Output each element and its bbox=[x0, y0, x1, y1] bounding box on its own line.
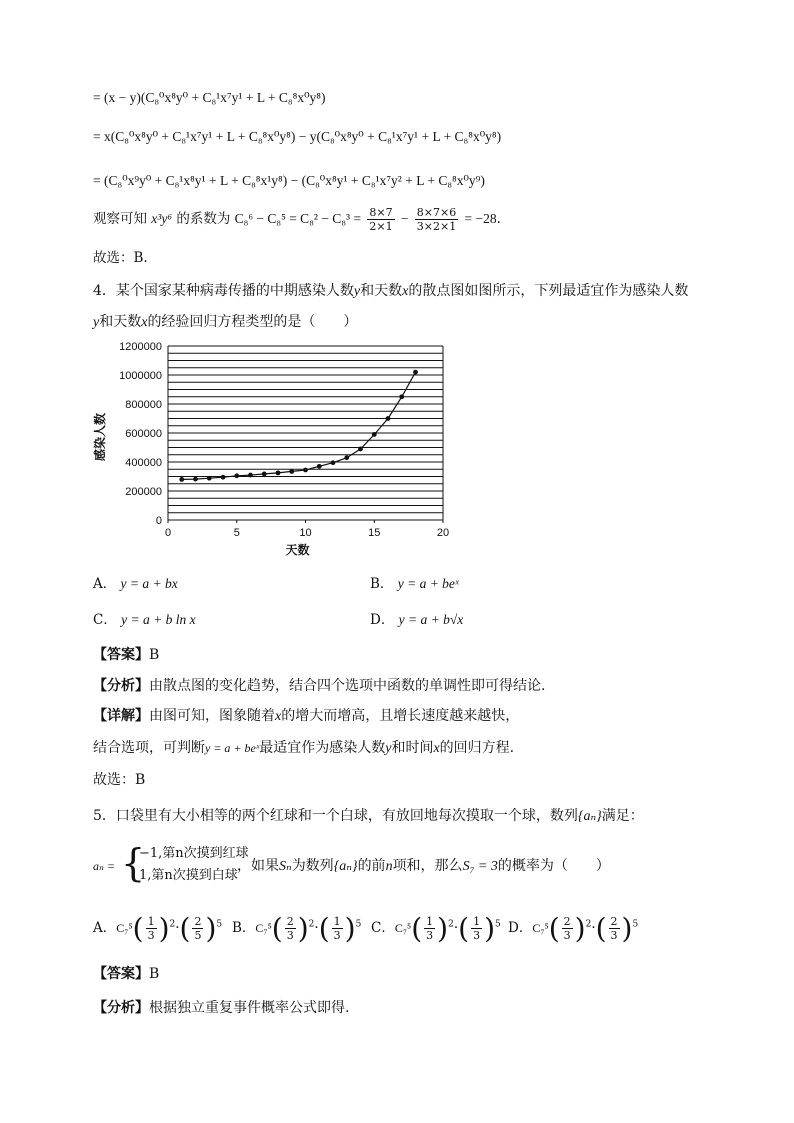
dot: · bbox=[314, 920, 319, 936]
q4-option-a bbox=[93, 572, 178, 592]
data-point bbox=[262, 471, 267, 476]
fraction-1-denominator: 2×1 bbox=[369, 220, 393, 234]
q4-detail-var-x: x bbox=[275, 709, 282, 724]
q5-case-2: 1,第n次摸到白球 bbox=[139, 868, 238, 883]
q5-answer-tag: 【答案】 bbox=[93, 966, 149, 982]
derivation-line-2: = x(C₈⁰x⁸y⁰ + C₈¹x⁷y¹ + L + C₈⁸x⁰y⁸) − y(C₈⁰x⁸y⁰ + C₈¹x⁷y¹ + L + C₈⁸x⁰y⁸) bbox=[93, 129, 502, 144]
q4-var-y: y bbox=[353, 284, 361, 299]
q4-var-x-2: x bbox=[141, 315, 148, 330]
left-paren: ( bbox=[548, 912, 560, 945]
q5-answer-value: B bbox=[149, 966, 160, 982]
q5-option-frac-1 bbox=[424, 915, 435, 942]
q5-option-comb: C₇⁵ bbox=[532, 921, 549, 935]
q5-analysis-tag: 【分析】 bbox=[93, 1000, 149, 1016]
q4-stem-line-2 bbox=[93, 314, 357, 332]
denominator: 3 bbox=[473, 929, 481, 942]
q5-sequence: {aₙ} bbox=[577, 809, 602, 824]
q4-option-c bbox=[93, 608, 196, 628]
denominator: 3 bbox=[286, 929, 294, 942]
q5-option-d bbox=[508, 912, 638, 945]
q4-stem-text-4: 和天数 bbox=[99, 314, 142, 330]
q5-cond-text-2: 为数列 bbox=[291, 858, 334, 874]
data-point bbox=[289, 469, 294, 474]
left-paren: ( bbox=[318, 912, 330, 945]
exponent-1: 2 bbox=[308, 919, 315, 930]
q5-brace: { bbox=[121, 841, 146, 885]
q5-condition bbox=[237, 858, 610, 876]
q5-cond-text-1: ，如果 bbox=[237, 858, 279, 874]
left-paren: ( bbox=[595, 912, 607, 945]
q4-stem-text-1: 4．某个国家某种病毒传播的中期感染人数 bbox=[93, 283, 354, 299]
q4-analysis-tag: 【分析】 bbox=[93, 678, 149, 694]
q5-option-label: B． bbox=[232, 920, 256, 936]
q5-answer bbox=[93, 966, 159, 983]
q4-analysis-text: 由散点图的变化趋势，结合四个选项中函数的单调性即可得结论. bbox=[149, 678, 546, 694]
right-paren: ) bbox=[437, 912, 449, 945]
minus-sign: − bbox=[400, 211, 409, 227]
data-point bbox=[179, 477, 184, 482]
q5-option-label: C． bbox=[371, 920, 395, 936]
coef-result: = −28 bbox=[464, 211, 497, 227]
data-point bbox=[193, 477, 198, 482]
exponent-2: 5 bbox=[216, 919, 223, 930]
coef-expr: C₈⁶ − C₈⁵ = C₈² − C₈³ = bbox=[234, 211, 362, 227]
q4-stem-line-1 bbox=[93, 283, 688, 301]
data-point bbox=[413, 370, 418, 375]
data-point bbox=[344, 455, 349, 460]
q4-detail-line-1 bbox=[93, 708, 519, 726]
y-tick-label: 400000 bbox=[125, 457, 162, 469]
q5-option-label: A． bbox=[93, 920, 117, 936]
numerator: 2 bbox=[286, 915, 294, 928]
q4-answer bbox=[93, 647, 159, 664]
q4-option-a-expr: y = a + bx bbox=[120, 576, 178, 591]
q5-cond-text-4: 项和，那么 bbox=[392, 858, 463, 874]
right-paren: ) bbox=[297, 912, 309, 945]
y-tick-label: 600000 bbox=[125, 428, 162, 440]
y-tick-label: 800000 bbox=[125, 399, 162, 411]
fraction-2-numerator: 8×7×6 bbox=[416, 206, 457, 219]
coef-mid: 的系数为 bbox=[176, 211, 231, 228]
right-paren: ) bbox=[484, 912, 495, 945]
exponent-1: 2 bbox=[169, 919, 176, 930]
q4-option-b bbox=[370, 572, 459, 592]
q4-detail-text-1: 由图可知，图象随着 bbox=[149, 708, 275, 724]
scatter-chart bbox=[88, 336, 458, 566]
q4-stem-text-3: 的散点图如图所示，下列最适宜作为感染人数 bbox=[408, 283, 689, 299]
data-point bbox=[386, 416, 391, 421]
q4-option-b-label: B． bbox=[370, 576, 394, 592]
data-point bbox=[276, 470, 281, 475]
q5-stem-line-1 bbox=[93, 808, 644, 826]
q5-option-comb: C₇⁵ bbox=[255, 921, 272, 935]
dot: · bbox=[453, 920, 459, 936]
derivation-line-4 bbox=[93, 206, 501, 233]
x-axis-label: 天数 bbox=[285, 543, 310, 557]
denominator: 5 bbox=[194, 929, 202, 942]
dot: · bbox=[591, 920, 596, 936]
q5-analysis bbox=[93, 1000, 349, 1017]
coef-term: x³y⁶ bbox=[151, 211, 173, 227]
fraction-2-denominator: 3×2×1 bbox=[416, 220, 457, 234]
data-point bbox=[399, 394, 404, 399]
q4-detail-expr: y = a + beˣ bbox=[205, 741, 260, 755]
x-tick-label: 20 bbox=[436, 527, 450, 539]
numerator: 1 bbox=[473, 915, 481, 928]
q5-sequence-2: {aₙ} bbox=[333, 859, 358, 874]
q4-option-a-label: A． bbox=[93, 576, 117, 592]
right-paren: ) bbox=[344, 912, 356, 945]
numerator: 1 bbox=[426, 915, 434, 928]
q4-option-d-expr: y = a + b√x bbox=[398, 612, 464, 627]
q3-select: 故选：B. bbox=[93, 250, 148, 266]
data-point bbox=[358, 447, 363, 452]
q5-option-comb: C₇⁵ bbox=[394, 921, 412, 935]
right-paren: ) bbox=[158, 912, 170, 945]
q5-S7: S₇ = 3 bbox=[462, 859, 498, 874]
q5-Sn: Sₙ bbox=[279, 859, 292, 874]
q4-stem-text-2: 和天数 bbox=[360, 283, 403, 299]
q5-option-frac-1 bbox=[146, 915, 157, 942]
y-axis-label: 感染人数 bbox=[93, 412, 107, 462]
data-point bbox=[207, 476, 212, 481]
numerator: 1 bbox=[333, 915, 341, 928]
q5-option-comb: C₇⁵ bbox=[116, 921, 133, 935]
numerator: 1 bbox=[147, 915, 155, 928]
fraction-1-numerator: 8×7 bbox=[369, 206, 393, 219]
denominator: 3 bbox=[610, 929, 618, 942]
q4-detail-var-x-2: x bbox=[433, 741, 440, 756]
dot: · bbox=[175, 920, 180, 936]
x-tick-label: 10 bbox=[299, 527, 312, 539]
left-paren: ( bbox=[132, 912, 144, 945]
q5-cond-text-3: 的前 bbox=[357, 858, 386, 874]
q5-analysis-text: 根据独立重复事件概率公式即得. bbox=[149, 1000, 350, 1016]
left-paren: ( bbox=[458, 912, 470, 945]
q5-option-frac-2 bbox=[192, 915, 203, 942]
q4-option-b-expr: y = a + beˣ bbox=[397, 576, 459, 591]
q4-var-x: x bbox=[402, 284, 409, 299]
data-point bbox=[221, 475, 226, 480]
x-tick-label: 5 bbox=[233, 527, 240, 539]
q4-answer-value: B bbox=[149, 647, 160, 663]
y-tick-label: 1200000 bbox=[119, 341, 162, 353]
x-tick-label: 0 bbox=[164, 527, 172, 539]
left-paren: ( bbox=[179, 912, 191, 945]
right-paren: ) bbox=[574, 912, 586, 945]
y-tick-label: 1000000 bbox=[119, 370, 162, 382]
exponent-1: 2 bbox=[448, 919, 454, 930]
derivation-line-3: = (C₈⁰x⁹y⁰ + C₈¹x⁸y¹ + L + C₈⁸x¹y⁸) − (C₈⁰x⁸y¹ + C₈¹x⁷y² + L + C₈⁸x⁰y⁹) bbox=[93, 173, 485, 188]
q4-detail-text-2: 的增大而增高，且增长速度越来越快， bbox=[281, 708, 520, 724]
q5-option-frac-2 bbox=[471, 915, 482, 942]
q4-stem-text-5: 的经验回归方程类型的是（ ） bbox=[147, 314, 358, 330]
numerator: 2 bbox=[194, 915, 202, 928]
q5-option-label: D． bbox=[508, 920, 533, 936]
denominator: 3 bbox=[563, 929, 571, 942]
exponent-2: 5 bbox=[495, 919, 501, 930]
coef-end: . bbox=[496, 211, 501, 228]
q5-option-frac-1 bbox=[285, 915, 296, 942]
derivation-line-1: = (x − y)(C₈⁰x⁸y⁰ + C₈¹x⁷y¹ + L + C₈⁸x⁰y⁸) bbox=[93, 90, 326, 105]
left-paren: ( bbox=[271, 912, 283, 945]
x-tick-label: 15 bbox=[368, 527, 381, 539]
data-point bbox=[317, 464, 322, 469]
q4-detail-text-4: 最适宜作为感染人数 bbox=[259, 740, 386, 756]
exponent-2: 5 bbox=[355, 919, 362, 930]
q4-var-y-2: y bbox=[93, 315, 100, 330]
data-point bbox=[248, 473, 253, 478]
right-paren: ) bbox=[205, 912, 217, 945]
q4-option-c-expr: y = a + b ln x bbox=[121, 612, 196, 627]
q4-detail-line-2 bbox=[93, 740, 514, 758]
data-point bbox=[331, 460, 336, 465]
y-tick-label: 0 bbox=[155, 515, 162, 527]
q5-option-a bbox=[93, 912, 222, 945]
left-paren: ( bbox=[411, 912, 423, 945]
data-point bbox=[303, 468, 308, 473]
q5-option-frac-2 bbox=[609, 915, 620, 942]
fraction-2 bbox=[415, 206, 458, 233]
q5-cond-text-5: 的概率为（ ） bbox=[497, 858, 610, 874]
coef-prefix: 观察可知 bbox=[93, 211, 147, 228]
q4-option-d bbox=[370, 608, 463, 628]
y-tick-label: 200000 bbox=[125, 486, 162, 498]
data-point bbox=[372, 432, 377, 437]
q5-stem-text-2: 满足： bbox=[601, 808, 644, 824]
q4-answer-tag: 【答案】 bbox=[93, 647, 149, 663]
q5-option-frac-1 bbox=[562, 915, 573, 942]
q4-detail-var-y: y bbox=[385, 741, 392, 756]
q5-option-frac-2 bbox=[332, 915, 343, 942]
q5-an: aₙ = bbox=[93, 859, 115, 873]
denominator: 3 bbox=[426, 929, 434, 942]
numerator: 2 bbox=[610, 915, 618, 928]
denominator: 3 bbox=[147, 929, 155, 942]
q5-option-b bbox=[232, 912, 361, 945]
q4-detail-text-3: 结合选项，可判断 bbox=[93, 740, 205, 756]
exponent-1: 2 bbox=[585, 919, 592, 930]
fraction-1 bbox=[367, 206, 394, 233]
q4-detail-text-6: 的回归方程. bbox=[439, 740, 515, 756]
data-point bbox=[234, 473, 239, 478]
q5-n: n bbox=[385, 859, 393, 874]
exponent-2: 5 bbox=[632, 919, 639, 930]
q4-select: 故选：B bbox=[93, 772, 146, 788]
right-paren: ) bbox=[621, 912, 633, 945]
q4-option-c-label: C． bbox=[93, 612, 117, 628]
q5-stem-text-1: 5．口袋里有大小相等的两个红球和一个白球，有放回地每次摸取一个球，数列 bbox=[93, 808, 578, 824]
q4-detail-tag: 【详解】 bbox=[93, 708, 149, 724]
q4-option-d-label: D． bbox=[370, 612, 395, 628]
q4-analysis bbox=[93, 678, 545, 695]
numerator: 2 bbox=[563, 915, 571, 928]
q4-detail-text-5: 和时间 bbox=[391, 740, 434, 756]
denominator: 3 bbox=[333, 929, 341, 942]
q5-option-c bbox=[371, 912, 501, 945]
q5-case-1: −1,第n次摸到红球 bbox=[139, 846, 249, 861]
